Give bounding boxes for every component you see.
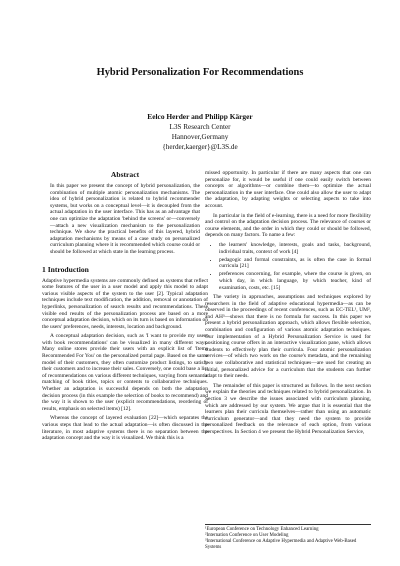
right-paragraph-3: The variety in approaches, assumptions and techniques explored by researchers in the field of adaptive educational hypermedia—as can be observed in the proceedings of recent conferences, such as EC-TEL¹, UM², and AH³—shows that there is no formula for success. In this paper we present a hybrid personalization approach, which allows flexible selection, combination and configuration of various atomic adaptation techniques. Our implementation of a Hybrid Personalization Service is used for positioning course offers in an interactive visualization pane, which allows students to effectively plan their curricula. Four atomic personalization services—of which two work on the course's metadata, and the remaining two use collaborative and statistical techniques—are used for creating an initial, personalized advice for a curriculum that the students can further adapt to their needs.	[205, 294, 371, 380]
abstract-text: In this paper we present the concept of hybrid personalization, the combination of multiple atomic personalization mechanisms. The idea of hybrid personalization is related to hybrid recommender systems, but works on a conceptual level—it is decoupled from the actual adaptation in the user interface. This has as an advantage that one can optimize the adaptation 'behind the screens' or—conversely—attach a new visualization mechanism to the personalization technique. We show the practical benefits of this layered, hybrid adaptation mechanisms by means of a case study on personalized curriculum planning where it is recommended which course could or should be followed at which state in the learning process.	[50, 183, 200, 255]
list-item: • the learners' knowledge, interests, goals and tasks, background, individual traits, context of work [4]	[219, 242, 371, 255]
footnote: ¹European Conference on Technology Enhanced Learning	[205, 527, 319, 532]
author-block	[0, 112, 400, 152]
right-column	[205, 170, 371, 439]
footnote: ³International Conference on Adaptive Hypermedia and Adaptive Web-Based Systems	[205, 539, 357, 550]
right-paragraph-1: missed opportunity. In particular if there are many aspects that one can personalize for, it would be useful if one could easily switch between concepts or algorithms—or combine them—to optimize the actual personalization in the user interface. One could also allow the user to adapt the adaptation, by adapting weights or selecting aspects to take into account.	[205, 170, 371, 209]
affiliation: L3S Research Center	[169, 123, 231, 131]
list-item: • preferences concerning, for example, where the course is given, on which day, in which language, by which teacher, kind of examination, costs, etc. [15]	[219, 271, 371, 291]
footnote: ²Internation Conference on User Modeling	[205, 533, 289, 538]
intro-paragraph-2: A conceptual adaptation decision, such as 'I want to provide my users with book recommendations' can be visualized in many different ways. Many online stores provide their users with an explicit list of 'Items Recommended For You' on the personalized portal page. Based on the same model of their customers, they often customize product listings, to satisfy their customers and to increase their sales. Conversely, one could base a list of recommendations on various different techniques, varying from semantic matching of book titles, topics or contents to collaborative techniques. Whether an adaptation is successful depends on both the adaptation decision process (in this example the selection of books to recommend) and the way it is shown to the user (explicit recommendations, reordering of results, emphasis on selected items) [12].	[42, 333, 208, 412]
city: Hannover,Germany	[171, 133, 229, 141]
left-column	[42, 170, 208, 445]
email: {herder,kaerger}@L3S.de	[162, 143, 238, 151]
list-item: • pedagogic and formal constraints, as is often the case in formal curricula [21]	[219, 257, 371, 270]
abstract-section	[50, 170, 200, 256]
intro-paragraph-3: Whereas the concept of layered evaluation [22]—which separates the various steps that lead to the actual adaptation—is often discussed in the literature, in most adaptive systems there is no separation between the adaptation concept and the way it is visualized. We think this is a	[42, 415, 208, 442]
paper-title: Hybrid Personalization For Recommendations	[96, 67, 304, 78]
footnotes	[205, 524, 371, 551]
abstract-heading: Abstract	[110, 170, 140, 179]
right-paragraph-4: The remainder of this paper is structured as follows. In the next section we explain the theories and techniques related to hybrid personalization. In Section 3 we describe the issues associated with curriculum planning, which are addressed by our system. We argue that it is essential that the learners plan their curricula themselves—rather than using an automatic curriculum generator—and that they need the system to provide personalized feedback on the relevance of each option, from various perspectives. In Section 4 we present the Hybrid Personalization Service,	[205, 382, 371, 435]
intro-paragraph-1: Adaptive hypermedia systems are commonly defined as systems that reflect some features of the user in a user model and apply this model to adapt various visible aspects of the system to the user [2]. Typical adaptation techniques include text modification, the addition, removal or annotation of hyperlinks, personalization of search results and recommendations. These visible end results of the personalization process are based on a more conceptual adaptation decision, which on its turn is based on information on the users' preferences, needs, interests, location and background.	[42, 277, 208, 330]
factor-list	[205, 242, 371, 291]
introduction-heading: 1 Introduction	[42, 264, 89, 274]
author-names: Eelco Herder and Philipp Kärger	[147, 112, 253, 121]
right-paragraph-2: In particular in the field of e-learning, there is a need for more flexibility and control on the adaptation decision process. The relevance of courses or course elements, and the order in which they could or should be followed, depends on many factors. To name a few:	[205, 212, 371, 239]
